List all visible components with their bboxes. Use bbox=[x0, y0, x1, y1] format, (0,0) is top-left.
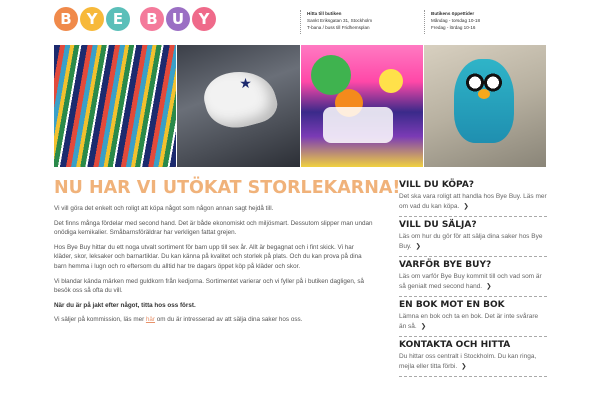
brands-paragraph: Vi blandar kända märken med guldkorn från kedjorna. Sortimentet varierar och vi fyller på i butiken dagligen, så besök oss så ofta du vill. bbox=[54, 277, 364, 295]
sidebar-item-text: Det ska vara roligt att handla hos Bye Buy. Läs mer om vad du kan köpa. ❯ bbox=[399, 193, 547, 210]
sidebar-item-title: KONTAKTA OCH HITTA bbox=[399, 340, 511, 350]
find-store-info bbox=[300, 10, 372, 34]
chevron-right-icon[interactable]: ❯ bbox=[420, 323, 427, 330]
site-header bbox=[0, 0, 600, 44]
chevron-right-icon[interactable]: ❯ bbox=[486, 283, 492, 290]
chevron-right-icon[interactable]: ❯ bbox=[461, 363, 467, 370]
hero-banner bbox=[54, 45, 546, 167]
read-more-link[interactable]: här bbox=[145, 316, 156, 324]
find-store-title: Hitta till butiken bbox=[307, 11, 342, 16]
sidebar-item-sell[interactable] bbox=[399, 220, 547, 257]
opening-hours-weekdays: Måndag - torsdag 10-18 bbox=[431, 18, 481, 23]
commission-text-before: Vi säljer på kommission, läs mer bbox=[54, 316, 146, 324]
commission-paragraph bbox=[54, 315, 374, 325]
opening-hours-weekend: Fredag - lördag 10-16 bbox=[431, 25, 476, 30]
commission-text-after: om du är intresserad av att sälja dina saker hos oss. bbox=[155, 316, 303, 324]
star-icon: ★ bbox=[239, 75, 252, 91]
sidebar-item-text: Du hittar oss centralt i Stockholm. Du kan ringa, mejla eller titta förbi. ❯ bbox=[399, 353, 537, 370]
banner-photo-shoes bbox=[177, 45, 299, 167]
sidebar-item-text: Lämna en bok och ta en bok. Det är inte svårare än så. ❯ bbox=[399, 313, 539, 330]
logo-gap bbox=[132, 7, 138, 31]
sidebar bbox=[399, 180, 547, 380]
sidebar-item-contact[interactable] bbox=[399, 340, 547, 377]
fabric-shape bbox=[323, 107, 393, 143]
opening-hours-title: Butikens öppettider bbox=[431, 11, 475, 16]
find-store-address: Sankt Eriksgatan 31, Stockholm bbox=[307, 18, 373, 23]
assortment-paragraph: Hos Bye Buy hittar du ett noga utvalt sortiment för barn upp till sex år. Allt är begagnat och i fint skick. Vi har kläder, skor, leksaker och barnartiklar. Du kan känna på kvalitet och storlek på plats. Och du kan prova på dina barn hemma i lugn och ro eftersom du alltid har tre dagars öppet köp på kläder och skor. bbox=[54, 243, 362, 270]
find-store-transit: T-bana / buss till Fridhemsplan bbox=[307, 25, 370, 30]
benefits-paragraph: Det finns många fördelar med second hand. Det är både ekonomiskt och miljösmart. Dessutom slipper man undan onödiga kemikalier. Småbarnsföräldrar har verkligen fattat grejen. bbox=[54, 219, 373, 237]
logo-letter-u: U bbox=[166, 7, 190, 31]
page-title: NU HAR VI UTÖKAT STORLEKARNA! bbox=[54, 178, 401, 198]
pattern-shape bbox=[311, 55, 351, 95]
sidebar-item-title: VARFÖR BYE BUY? bbox=[399, 260, 492, 270]
logo-letter-b2: B bbox=[140, 7, 164, 31]
sidebar-item-buy[interactable] bbox=[399, 180, 547, 217]
chevron-right-icon[interactable]: ❯ bbox=[415, 243, 421, 250]
logo-letter-y2: Y bbox=[192, 7, 216, 31]
toy-beak-shape bbox=[478, 89, 490, 99]
sneaker-shape bbox=[199, 63, 281, 135]
banner-photo-fabrics bbox=[301, 45, 423, 167]
logo-letter-y1: Y bbox=[80, 7, 104, 31]
sidebar-item-why[interactable] bbox=[399, 260, 547, 297]
intro-paragraph: Vi vill göra det enkelt och roligt att köpa något som någon annan sagt hejdå till. bbox=[54, 205, 274, 212]
logo-letter-e: E bbox=[106, 7, 130, 31]
tagline-paragraph: När du är på jakt efter något, titta hos oss först. bbox=[54, 301, 196, 309]
main-content bbox=[54, 178, 401, 330]
banner-photo-clothes bbox=[54, 45, 176, 167]
logo-letter-b1: B bbox=[54, 7, 78, 31]
logo[interactable] bbox=[54, 7, 216, 31]
sidebar-item-title: EN BOK MOT EN BOK bbox=[399, 300, 505, 310]
sidebar-item-book-swap[interactable] bbox=[399, 300, 547, 337]
sidebar-item-text: Läs om varför Bye Buy kommit till och vad som är så genialt med second hand. ❯ bbox=[399, 273, 542, 290]
banner-photo-toy bbox=[424, 45, 546, 167]
toy-owl-shape bbox=[454, 59, 514, 143]
chevron-right-icon[interactable]: ❯ bbox=[463, 203, 469, 210]
opening-hours-info bbox=[424, 10, 480, 34]
sidebar-item-title: VILL DU SÄLJA? bbox=[399, 220, 477, 230]
sidebar-item-text: Läs om hur du gör för att sälja dina saker hos Bye Buy. ❯ bbox=[399, 233, 543, 250]
sidebar-item-title: VILL DU KÖPA? bbox=[399, 180, 475, 190]
